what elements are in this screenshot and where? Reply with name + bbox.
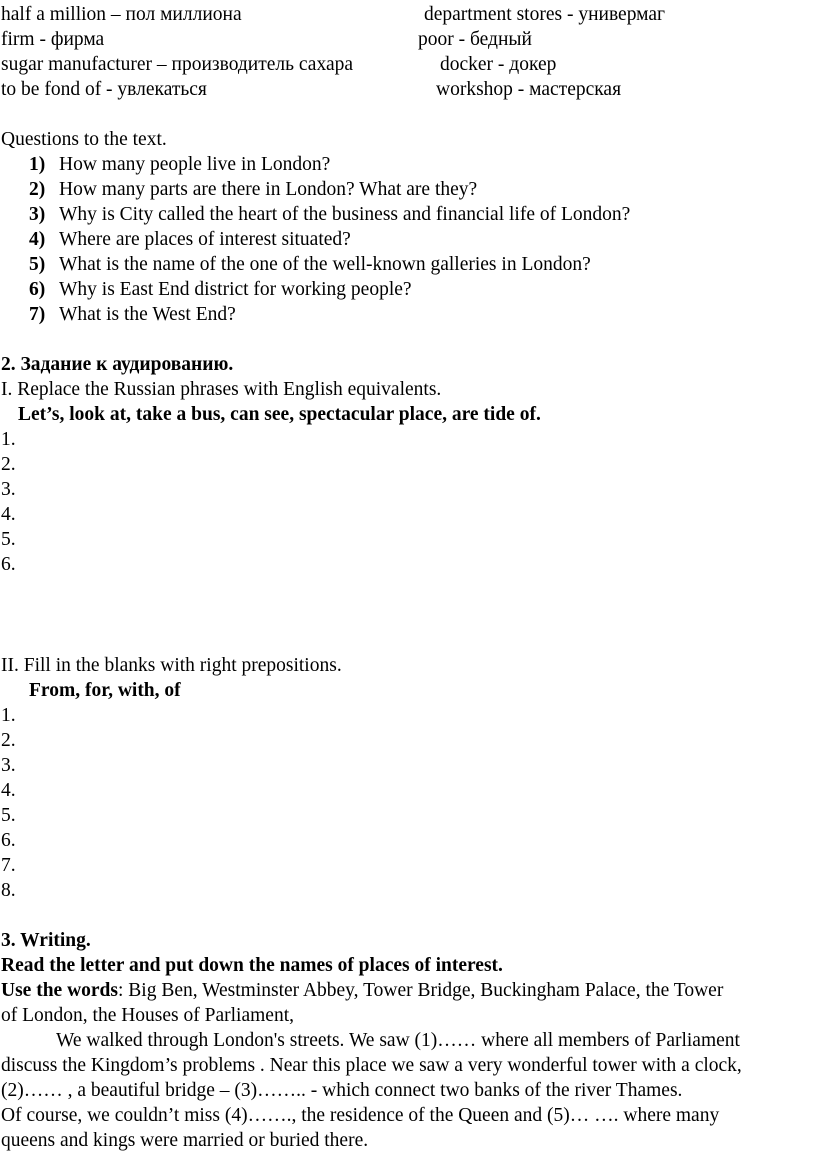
- vocab-left-item: half a million – пол миллиона: [1, 4, 242, 25]
- question-item: [29, 202, 630, 227]
- blank-number: 6.: [1, 554, 16, 575]
- question-text: Why is City called the heart of the business and financial life of London?: [59, 204, 631, 225]
- question-number: 4): [29, 229, 46, 250]
- blank-number: 1.: [1, 705, 16, 726]
- questions-heading: Questions to the text.: [1, 129, 167, 150]
- question-text: Why is East End district for working people?: [59, 279, 412, 300]
- question-text: What is the name of the one of the well-known galleries in London?: [59, 254, 591, 275]
- blank-number: 4.: [1, 504, 16, 525]
- question-text: How many people live in London?: [59, 154, 331, 175]
- letter-line: Of course, we couldn’t miss (4)……., the residence of the Queen and (5)… …. where many: [1, 1105, 720, 1126]
- vocab-right-item: poor - бедный: [418, 29, 532, 50]
- question-text: How many parts are there in London? What are they?: [59, 179, 478, 200]
- letter-line: queens and kings were married or buried there.: [1, 1130, 369, 1151]
- question-item: [29, 252, 591, 277]
- use-words-line: [1, 978, 723, 1003]
- blank-number: 7.: [1, 855, 16, 876]
- blank-number: 2.: [1, 454, 16, 475]
- vocab-left-item: to be fond of - увлекаться: [1, 79, 207, 100]
- use-words-line: of London, the Houses of Parliament,: [1, 1005, 294, 1026]
- question-item: [29, 152, 330, 177]
- blank-number: 3.: [1, 479, 16, 500]
- word-bank: From, for, with, of: [29, 680, 181, 701]
- blank-number: 5.: [1, 529, 16, 550]
- blank-number: 4.: [1, 780, 16, 801]
- blank-number: 6.: [1, 830, 16, 851]
- word-bank: Let’s, look at, take a bus, can see, spectacular place, are tide of.: [18, 404, 541, 425]
- blank-number: 1.: [1, 429, 16, 450]
- question-item: [29, 227, 351, 252]
- blank-number: 2.: [1, 730, 16, 751]
- section-heading: 3. Writing.: [1, 930, 91, 951]
- letter-line: discuss the Kingdom’s problems . Near this place we saw a very wonderful tower with a clock,: [1, 1055, 742, 1076]
- section-heading: 2. Задание к аудированию.: [1, 354, 234, 375]
- question-number: 7): [29, 304, 46, 325]
- task-title: II. Fill in the blanks with right prepositions.: [1, 655, 342, 676]
- blank-number: 8.: [1, 880, 16, 901]
- question-number: 5): [29, 254, 46, 275]
- vocab-right-item: department stores - универмаг: [424, 4, 666, 25]
- blank-number: 5.: [1, 805, 16, 826]
- question-text: Where are places of interest situated?: [59, 229, 351, 250]
- vocab-left-item: sugar manufacturer – производитель сахара: [1, 54, 354, 75]
- vocab-right-item: docker - докер: [440, 54, 557, 75]
- question-number: 3): [29, 204, 46, 225]
- question-number: 1): [29, 154, 46, 175]
- use-words-list: : Big Ben, Westminster Abbey, Tower Bridge, Buckingham Palace, the Tower: [118, 980, 724, 1001]
- question-number: 2): [29, 179, 46, 200]
- question-text: What is the West End?: [59, 304, 236, 325]
- vocab-left-item: firm - фирма: [1, 29, 105, 50]
- writing-instruction: Read the letter and put down the names of places of interest.: [1, 955, 503, 976]
- question-item: [29, 277, 412, 302]
- question-item: [29, 177, 477, 202]
- letter-line: We walked through London's streets. We saw (1)…… where all members of Parliament: [56, 1030, 740, 1051]
- question-number: 6): [29, 279, 46, 300]
- question-item: [29, 302, 236, 327]
- blank-number: 3.: [1, 755, 16, 776]
- task-title: I. Replace the Russian phrases with English equivalents.: [1, 379, 442, 400]
- vocab-right-item: workshop - мастерская: [436, 79, 622, 100]
- use-words-label: Use the words: [1, 980, 118, 1001]
- letter-line: (2)…… , a beautiful bridge – (3)…….. - which connect two banks of the river Thames.: [1, 1080, 683, 1101]
